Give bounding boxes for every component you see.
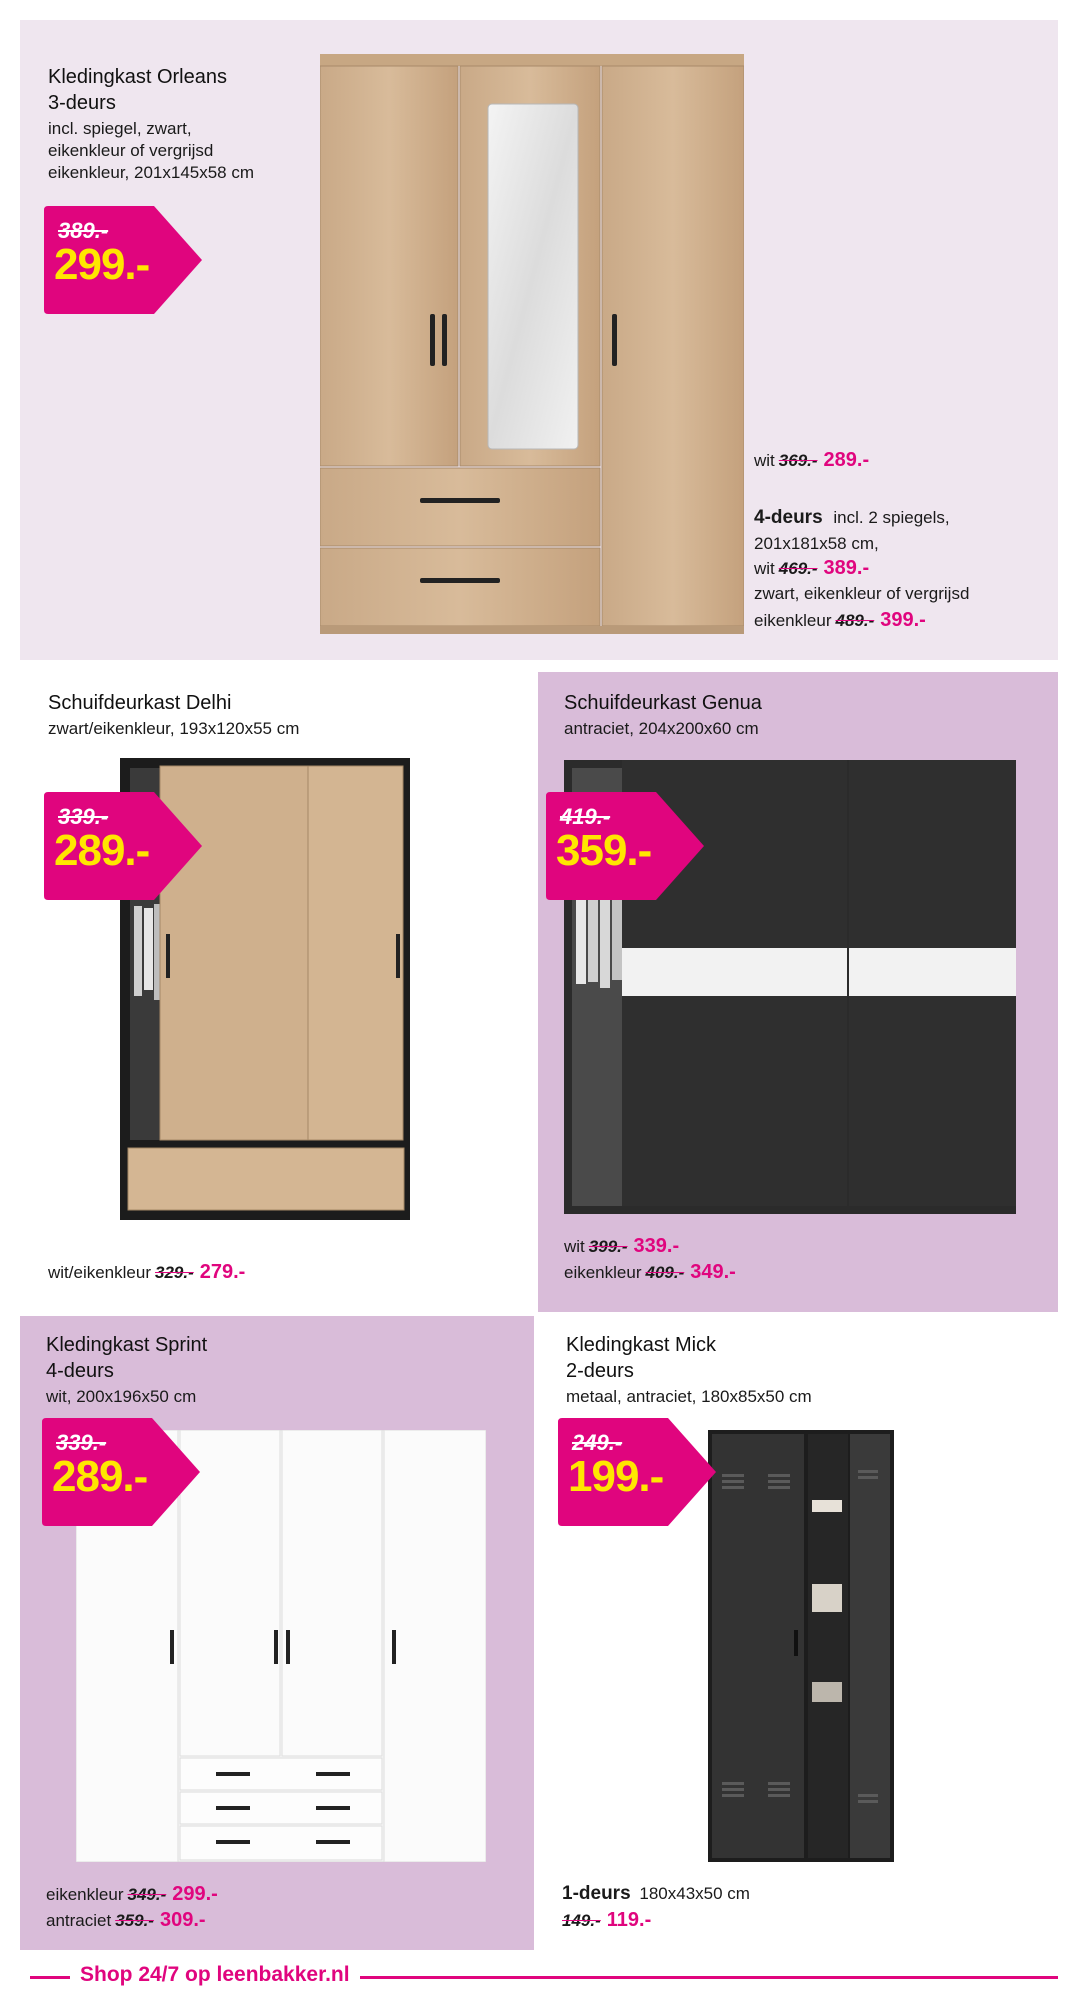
variant-desc-line: zwart, eikenkleur of vergrijsd (754, 584, 970, 603)
product-title: Kledingkast Mick (566, 1334, 717, 1356)
variant-old-price: 349.- (127, 1885, 167, 1904)
product-title: Kledingkast Orleans (48, 66, 227, 88)
old-price: 339.- (58, 804, 109, 829)
product-desc-line: wit, 200x196x50 cm (46, 1387, 197, 1406)
product-desc-line: metaal, antraciet, 180x85x50 cm (566, 1387, 812, 1406)
variant-new-price: 299.- (172, 1883, 218, 1905)
price-tag (44, 792, 202, 900)
product-title: Schuifdeurkast Genua (564, 692, 762, 714)
variant-new-price: 339.- (633, 1235, 680, 1257)
variant-price-row (754, 608, 926, 633)
variant-desc: incl. 2 spiegels, (833, 508, 950, 527)
variant-new-price: 119.- (606, 1909, 652, 1931)
variant-new-price: 289.- (823, 449, 870, 471)
product-title: Schuifdeurkast Delhi (48, 692, 232, 714)
variant-price-row (564, 1260, 736, 1285)
variant-label: wit (754, 451, 775, 470)
variant-price-row (558, 1908, 651, 1933)
product-desc-line: zwart/eikenkleur, 193x120x55 cm (48, 719, 300, 738)
old-price: 419.- (560, 804, 611, 829)
footer-divider (30, 1976, 70, 1979)
product-sprint[interactable] (20, 1316, 534, 1950)
variant-price-row (46, 1908, 206, 1933)
variant-desc: 180x43x50 cm (639, 1884, 750, 1903)
footer-divider (360, 1976, 1058, 1979)
variant-label: wit (564, 1237, 585, 1256)
variant-old-price: 469.- (778, 559, 818, 578)
wardrobe-orleans-image (320, 54, 744, 634)
product-title: Kledingkast Sprint (46, 1334, 208, 1356)
variant-label: eikenkleur (754, 611, 832, 630)
variant-new-price: 389.- (823, 557, 870, 579)
new-price: 289.- (52, 1452, 148, 1501)
variant-title: 1-deurs (562, 1883, 631, 1904)
variant-title-row (754, 506, 950, 530)
price-tag (42, 1418, 200, 1526)
variant-old-price: 399.- (588, 1237, 628, 1256)
variant-old-price: 409.- (645, 1263, 685, 1282)
old-price: 339.- (56, 1430, 107, 1455)
product-delhi[interactable] (20, 672, 534, 1312)
old-price: 389.- (58, 218, 109, 243)
variant-label: eikenkleur (46, 1885, 124, 1904)
variant-new-price: 349.- (690, 1261, 736, 1283)
variant-new-price: 279.- (199, 1261, 246, 1283)
new-price: 359.- (556, 826, 652, 875)
product-desc-line: eikenkleur of vergrijsd (48, 141, 214, 160)
variant-old-price: 149.- (562, 1911, 601, 1930)
old-price: 249.- (572, 1430, 623, 1455)
variant-new-price: 399.- (880, 609, 926, 631)
price-tag (44, 206, 202, 314)
variant-label: antraciet (46, 1911, 112, 1930)
product-genua[interactable] (538, 672, 1058, 1312)
product-mick[interactable] (538, 1316, 1058, 1950)
price-tag (558, 1418, 716, 1526)
product-orleans[interactable] (20, 20, 1058, 660)
variant-desc-line: 201x181x58 cm, (754, 534, 879, 553)
variant-old-price: 489.- (835, 611, 875, 630)
variant-price-row (754, 448, 869, 473)
wardrobe-mick-image (708, 1430, 894, 1862)
product-subtitle: 4-deurs (46, 1360, 114, 1382)
new-price: 289.- (54, 826, 150, 875)
variant-price-row (48, 1260, 245, 1285)
variant-old-price: 369.- (778, 451, 818, 470)
variant-label: wit (754, 559, 775, 578)
variant-price-row (46, 1882, 218, 1907)
new-price: 199.- (568, 1452, 664, 1501)
variant-label: eikenkleur (564, 1263, 642, 1282)
variant-old-price: 359.- (115, 1911, 154, 1930)
product-desc-line: incl. spiegel, zwart, (48, 119, 192, 138)
product-subtitle: 2-deurs (566, 1360, 634, 1382)
variant-price-row (564, 1234, 679, 1259)
shop-online-link[interactable]: Shop 24/7 op leenbakker.nl (80, 1963, 350, 1986)
product-desc-line: antraciet, 204x200x60 cm (564, 719, 759, 738)
product-desc-line: eikenkleur, 201x145x58 cm (48, 163, 255, 182)
variant-title: 4-deurs (754, 507, 823, 528)
variant-new-price: 309.- (159, 1909, 206, 1931)
new-price: 299.- (54, 240, 150, 289)
product-subtitle: 3-deurs (48, 92, 116, 114)
variant-old-price: 329.- (155, 1263, 194, 1282)
price-tag (546, 792, 704, 900)
variant-title-row (562, 1882, 750, 1906)
variant-price-row (754, 556, 869, 581)
variant-label: wit/eikenkleur (48, 1263, 151, 1282)
footer (0, 1960, 1078, 1992)
